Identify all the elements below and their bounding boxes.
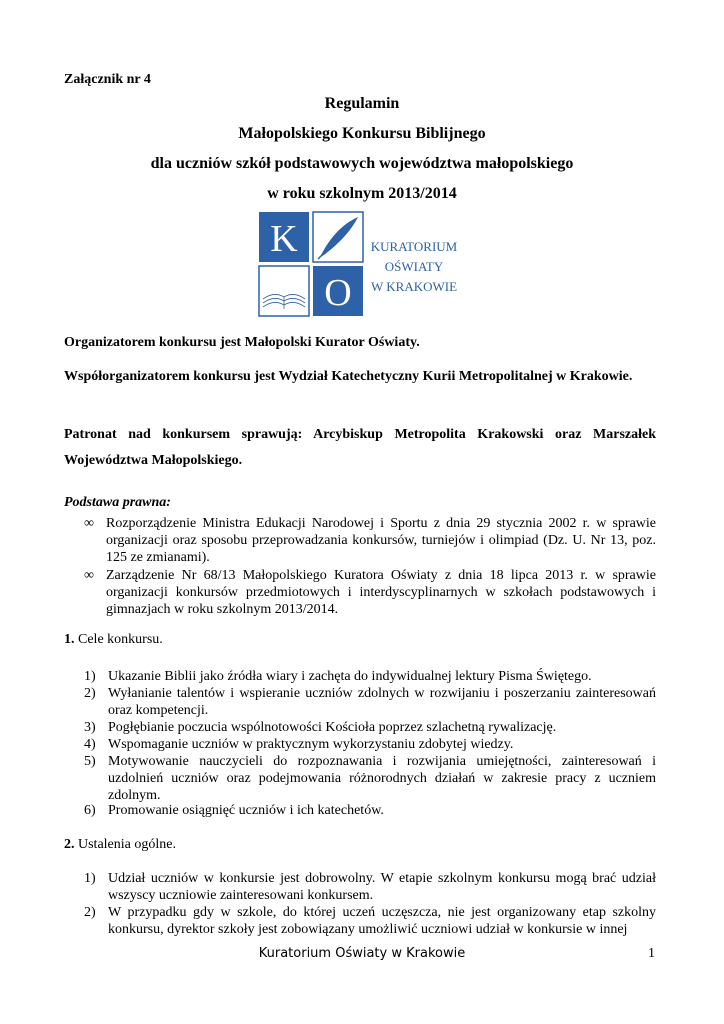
section-2-heading bbox=[64, 837, 176, 853]
logo-text-line-2: OŚWIATY bbox=[384, 259, 444, 274]
section-2-title: Ustalenia ogólne. bbox=[78, 837, 176, 852]
infinity-bullet-icon: ∞ bbox=[84, 568, 94, 583]
list-item: 1) Ukazanie Biblii jako źródła wiary i zachęta do indywidualnej lektury Pisma Świętego. bbox=[84, 669, 592, 684]
legal-item-text: Zarządzenie Nr 68/13 Małopolskiego Kuratora Oświaty z dnia 18 lipca 2013 r. w sprawie organizacji konkursów przedmiotowych i interdyscyplinarnych w szkołach podstawowych i gimnazjach w roku szkolnym 2013/2014. bbox=[106, 568, 656, 617]
logo-text-line-1: KURATORIUM bbox=[370, 239, 458, 254]
section-1-title: Cele konkursu. bbox=[78, 632, 163, 647]
list-item: 4) Wspomaganie uczniów w praktycznym wykorzystaniu zdobytej wiedzy. bbox=[84, 737, 514, 752]
legal-item bbox=[84, 567, 656, 618]
title-line-3: dla uczniów szkół podstawowych województwa małopolskiego bbox=[150, 155, 574, 172]
section-1-heading bbox=[64, 632, 163, 648]
list-item: 3) Pogłębianie poczucia wspólnotowości Kościoła poprzez szlachetną rywalizację. bbox=[84, 720, 557, 735]
footer-text: Kuratorium Oświaty w Krakowie bbox=[258, 946, 466, 961]
legal-item-text: Rozporządzenie Ministra Edukacji Narodowej i Sportu z dnia 29 stycznia 2002 r. w sprawie organizacji oraz sposobu przeprowadzania konkursów, turniejów i olimpiad (Dz. U. Nr 13, poz. 125 ze zmianami). bbox=[106, 516, 656, 565]
legal-item bbox=[84, 515, 656, 566]
section-1-number: 1. bbox=[64, 632, 75, 647]
title-line-2: Małopolskiego Konkursu Biblijnego bbox=[238, 125, 486, 142]
list-item: 2) Wyłanianie talentów i wspieranie uczniów zdolnych w rozwijaniu i poszerzaniu zainteresowań oraz kompetencji. bbox=[84, 686, 656, 718]
page-number: 1 bbox=[648, 946, 655, 961]
list-item: 5) Motywowanie nauczycieli do rozpoznawania i rozwijania umiejętności, zainteresowań i uzdolnień uczniów oraz podejmowania różnorodnych działań w zakresie pracy z uczniem zdolnym. bbox=[84, 754, 656, 803]
logo-text-line-3: W KRAKOWIE bbox=[370, 279, 458, 294]
title-line-1: Regulamin bbox=[324, 95, 400, 112]
list-item: 2) W przypadku gdy w szkole, do której uczeń uczęszcza, nie jest organizowany etap szkolny konkursu, dyrektor szkoły jest zobowiązany umożliwić uczniowi udział w konkursie w innej bbox=[84, 905, 656, 937]
organizer-paragraph: Organizatorem konkursu jest Małopolski Kurator Oświaty. bbox=[64, 335, 420, 350]
annex-label: Załącznik nr 4 bbox=[64, 72, 151, 87]
patronage-paragraph: Patronat nad konkursem sprawują: Arcybiskup Metropolita Krakowski oraz Marszałek Województwa Małopolskiego. bbox=[64, 427, 656, 468]
coorganizer-paragraph: Współorganizatorem konkursu jest Wydział Katechetyczny Kurii Metropolitalnej w Krakowie. bbox=[64, 369, 633, 384]
section-2-number: 2. bbox=[64, 837, 75, 852]
kuratorium-logo bbox=[258, 211, 468, 321]
title-line-4: w roku szkolnym 2013/2014 bbox=[267, 185, 457, 202]
infinity-bullet-icon: ∞ bbox=[84, 516, 94, 531]
list-item: 1) Udział uczniów w konkursie jest dobrowolny. W etapie szkolnym konkursu mogą brać udział wszyscy uczniowie zainteresowani konkursem. bbox=[84, 871, 656, 903]
logo-o-letter: O bbox=[324, 272, 352, 314]
legal-basis-heading: Podstawa prawna: bbox=[64, 495, 171, 510]
list-item: 6) Promowanie osiągnięć uczniów i ich katechetów. bbox=[84, 803, 384, 818]
logo-k-letter: K bbox=[270, 218, 298, 260]
